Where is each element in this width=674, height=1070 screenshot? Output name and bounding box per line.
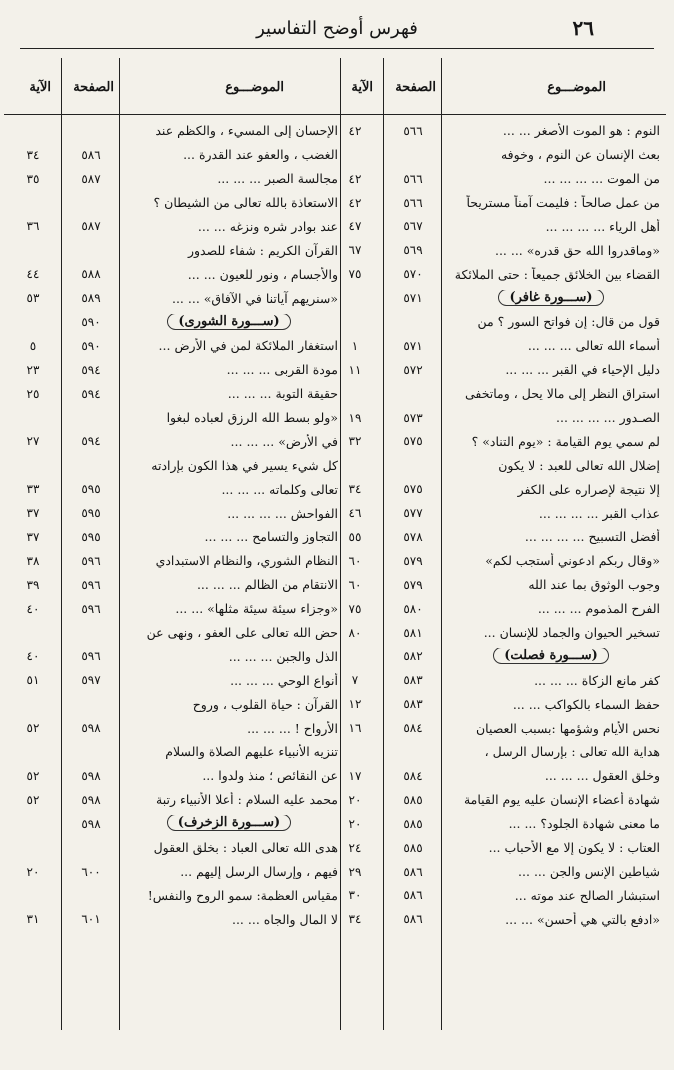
index-row xyxy=(4,211,344,235)
page-ref: ٦٠٠ xyxy=(81,864,101,879)
index-row xyxy=(4,569,344,593)
index-row xyxy=(4,449,344,473)
index-row xyxy=(326,354,666,378)
topic-text: استبشار الصالح عند موته ... xyxy=(514,887,660,903)
topic-text: من عمل صالحاً : فليمت آمناً مستريحاً xyxy=(466,194,660,210)
topic-text: لا المال والجاه ... ... xyxy=(231,911,338,927)
page-heading: الصفحة xyxy=(73,80,114,95)
index-row xyxy=(326,139,666,163)
topic-text: إلا نتيجة لإصراره على الكفر xyxy=(517,481,660,497)
verse-ref: ٥١ xyxy=(26,673,40,688)
index-row xyxy=(4,593,344,617)
index-row xyxy=(326,234,666,258)
surah-heading-row xyxy=(326,641,666,665)
page-ref: ٥٧٩ xyxy=(403,577,423,592)
verse-heading: الآية xyxy=(29,80,51,95)
page-ref: ٦٠١ xyxy=(81,912,101,927)
index-row xyxy=(4,736,344,760)
page-ref: ٥٨٩ xyxy=(81,291,101,306)
index-row xyxy=(4,880,344,904)
topic-text: الغضب ، والعفو عند القدرة ... xyxy=(183,147,338,163)
index-row xyxy=(4,521,344,545)
topic-text: عذاب القبر ... ... ... ... xyxy=(538,505,660,521)
index-row xyxy=(4,115,344,139)
verse-ref: ٢٠ xyxy=(348,816,362,831)
surah-title xyxy=(120,314,344,330)
page-ref: ٥٦٦ xyxy=(403,195,423,210)
verse-ref: ٢٣ xyxy=(26,362,40,377)
page-ref: ٥٧٨ xyxy=(403,530,423,545)
page-ref: ٥٨٦ xyxy=(403,888,423,903)
page-ref: ٥٩٥ xyxy=(81,482,101,497)
index-row xyxy=(326,211,666,235)
page-ref: ٥٩٤ xyxy=(81,362,101,377)
index-row xyxy=(4,617,344,641)
verse-ref: ٥٣ xyxy=(26,291,40,306)
topic-text: «ولو بسط الله الرزق لعباده لبغوا xyxy=(166,409,338,425)
index-row xyxy=(326,760,666,784)
topic-text: عن النقائص ؛ منذ ولدوا ... xyxy=(202,768,338,784)
verse-ref: ٣٣ xyxy=(26,482,40,497)
verse-ref: ٥٢ xyxy=(26,721,40,736)
page-ref: ٥٨٤ xyxy=(403,721,423,736)
topic-text: الإحسان إلى المسيء ، والكظم عند xyxy=(155,123,338,139)
index-row xyxy=(4,234,344,258)
right-index-rows xyxy=(326,115,666,927)
topic-heading: الموضـــوع xyxy=(225,80,284,95)
topic-text: وخلق العقول ... ... ... xyxy=(544,768,660,784)
verse-ref: ٦٠ xyxy=(348,577,362,592)
topic-text: حض الله تعالى على العفو ، ونهى عن xyxy=(146,624,338,640)
topic-text: التجاوز والتسامح ... ... ... xyxy=(204,529,338,545)
index-row xyxy=(326,426,666,450)
topic-text: شهادة أعضاء الإنسان عليه يوم القيامة xyxy=(463,792,660,808)
verse-ref: ٧ xyxy=(351,673,359,688)
index-row xyxy=(326,187,666,211)
index-row xyxy=(326,712,666,736)
verse-heading: الآية xyxy=(351,80,373,95)
topic-text: نحس الأيام وشؤمها :بسبب العصيان xyxy=(475,720,660,736)
index-row xyxy=(326,402,666,426)
page-ref: ٥٨٤ xyxy=(403,768,423,783)
topic-text: النوم : هو الموت الأصغر ... ... xyxy=(502,123,660,139)
surah-title xyxy=(120,815,344,831)
index-row xyxy=(326,593,666,617)
page-ref: ٥٩٤ xyxy=(81,434,101,449)
verse-ref: ٤٢ xyxy=(348,195,362,210)
verse-ref: ٣٩ xyxy=(26,577,40,592)
index-row xyxy=(326,258,666,282)
topic-text: أهل الرياء ... ... ... ... xyxy=(545,218,660,234)
topic-text: الاستعاذة بالله تعالى من الشيطان ؟ xyxy=(153,194,338,210)
verse-ref: ٢٤ xyxy=(348,840,362,855)
page-ref: ٥٦٦ xyxy=(403,171,423,186)
topic-text: استغفار الملائكة لمن في الأرض ... xyxy=(158,338,338,354)
surah-label: (ســـورة غافر) xyxy=(498,290,603,306)
index-row xyxy=(4,473,344,497)
left-index-rows xyxy=(4,115,344,927)
page-ref: ٥٦٦ xyxy=(403,123,423,138)
index-row xyxy=(326,617,666,641)
page-ref: ٥٧٥ xyxy=(403,482,423,497)
index-row xyxy=(326,832,666,856)
index-row xyxy=(326,808,666,832)
topic-text: والأجسام ، ونور للعيون ... ... xyxy=(187,266,338,282)
right-column-header xyxy=(326,58,666,115)
topic-text: وجوب الوثوق بما عند الله xyxy=(528,577,660,593)
topic-text: العتاب : لا يكون إلا مع الأحباب ... xyxy=(488,839,660,855)
index-row xyxy=(4,832,344,856)
topic-text: شياطين الإنس والجن ... ... xyxy=(518,863,660,879)
index-row xyxy=(326,569,666,593)
verse-ref: ٣١ xyxy=(26,912,40,927)
verse-ref: ٣٤ xyxy=(26,147,40,162)
index-row xyxy=(4,497,344,521)
verse-ref: ١٦ xyxy=(348,721,362,736)
index-row xyxy=(326,688,666,712)
verse-ref: ٥ xyxy=(29,338,37,353)
topic-text: كل شيء يسير في هذا الكون بإرادته xyxy=(151,457,338,473)
verse-ref: ١ xyxy=(351,338,359,353)
index-row xyxy=(4,163,344,187)
page-ref: ٥٨٨ xyxy=(81,267,101,282)
right-column xyxy=(326,58,666,1030)
page-ref: ٥٩٧ xyxy=(81,673,101,688)
verse-ref: ٤٢ xyxy=(348,123,362,138)
index-row xyxy=(4,688,344,712)
verse-ref: ٢٩ xyxy=(348,864,362,879)
page-ref: ٥٩٦ xyxy=(81,649,101,664)
header-rule xyxy=(20,48,654,49)
verse-ref: ١٢ xyxy=(348,697,362,712)
topic-text: أسماء الله تعالى ... ... ... xyxy=(527,338,660,354)
index-row xyxy=(326,378,666,402)
topic-text: «سنريهم آياتنا في الآفاق» ... ... xyxy=(171,290,338,306)
topic-text: بعث الإنسان عن النوم ، وخوفه xyxy=(500,147,660,163)
verse-ref: ٣٢ xyxy=(348,434,362,449)
page-ref: ٥٩٦ xyxy=(81,577,101,592)
topic-text: الفواحش ... ... ... ... xyxy=(227,505,338,521)
index-row xyxy=(326,521,666,545)
page-ref: ٥٩٤ xyxy=(81,386,101,401)
topic-text: الذل والجبن ... ... ... xyxy=(228,648,338,664)
index-row xyxy=(4,139,344,163)
topic-text: «وماقدروا الله حق قدره» ... ... xyxy=(494,242,660,258)
page-ref: ٥٩٠ xyxy=(81,338,101,353)
verse-ref: ٤٧ xyxy=(348,219,362,234)
page-ref: ٥٧٥ xyxy=(403,434,423,449)
index-row xyxy=(4,402,344,426)
verse-ref: ٦٧ xyxy=(348,243,362,258)
index-row xyxy=(326,449,666,473)
index-row xyxy=(326,664,666,688)
topic-text: تسخير الحيوان والجماد للإنسان ... xyxy=(483,624,660,640)
page-ref: ٥٨١ xyxy=(403,625,423,640)
surah-label: (ســـورة الشورى) xyxy=(167,314,290,330)
index-row xyxy=(4,258,344,282)
verse-ref: ٣٤ xyxy=(348,912,362,927)
surah-heading-row xyxy=(4,306,344,330)
index-row xyxy=(326,856,666,880)
verse-ref: ١٩ xyxy=(348,410,362,425)
topic-text: في الأرض» ... ... ... xyxy=(230,433,338,449)
topic-text: «ادفع بالتي هي أحسن» ... ... xyxy=(505,911,660,927)
topic-text: دليل الإحياء في القبر ... ... ... xyxy=(505,362,660,378)
index-row xyxy=(4,784,344,808)
page-ref: ٥٩٨ xyxy=(81,768,101,783)
verse-ref: ٣٧ xyxy=(26,530,40,545)
page-ref: ٥٧٣ xyxy=(403,410,423,425)
topic-text: فيهم ، وإرسال الرسل إليهم ... xyxy=(180,863,338,879)
verse-ref: ٤٦ xyxy=(348,506,362,521)
page-ref: ٥٨٥ xyxy=(403,792,423,807)
page-ref: ٥٩٥ xyxy=(81,530,101,545)
index-row xyxy=(4,282,344,306)
topic-text: القرآن : حياة القلوب ، وروح xyxy=(192,696,338,712)
page-header xyxy=(20,12,654,48)
index-row xyxy=(326,330,666,354)
index-row xyxy=(4,545,344,569)
index-row xyxy=(4,330,344,354)
topic-text: الفرح المذموم ... ... ... xyxy=(537,601,660,617)
verse-ref: ٥٢ xyxy=(26,792,40,807)
topic-text: إضلال الله تعالى للعبد : لا يكون xyxy=(498,457,660,473)
verse-ref: ٤٤ xyxy=(26,267,40,282)
topic-text: القرآن الكريم : شفاء للصدور xyxy=(187,242,338,258)
verse-ref: ٣٨ xyxy=(26,553,40,568)
topic-text: حفظ السماء بالكواكب ... ... xyxy=(512,696,660,712)
verse-ref: ٣٥ xyxy=(26,171,40,186)
page-ref: ٥٨٧ xyxy=(81,219,101,234)
page-ref: ٥٦٧ xyxy=(403,219,423,234)
verse-ref: ٦٠ xyxy=(348,553,362,568)
topic-text: ما معنى شهادة الجلود؟ ... ... xyxy=(508,816,660,832)
verse-ref: ٧٥ xyxy=(348,267,362,282)
verse-ref: ٨٠ xyxy=(348,625,362,640)
topic-text: تنزيه الأنبياء عليهم الصلاة والسلام xyxy=(165,744,338,760)
page-ref: ٥٩٦ xyxy=(81,553,101,568)
index-row xyxy=(326,736,666,760)
index-row xyxy=(4,760,344,784)
index-row xyxy=(326,497,666,521)
page-ref: ٥٨٦ xyxy=(403,912,423,927)
surah-heading-row xyxy=(326,282,666,306)
page-ref: ٥٩٨ xyxy=(81,721,101,736)
surah-label: (ســـورة فصلت) xyxy=(493,648,609,664)
verse-ref: ٧٥ xyxy=(348,601,362,616)
page-heading: الصفحة xyxy=(395,80,436,95)
topic-text: هداية الله تعالى : بإرسال الرسل ، xyxy=(484,744,660,760)
verse-ref: ٤٠ xyxy=(26,601,40,616)
topic-text: مجالسة الصبر ... ... ... xyxy=(217,171,338,187)
page-ref: ٥٩٦ xyxy=(81,601,101,616)
topic-text: مقياس العظمة: سمو الروح والنفس! xyxy=(147,887,338,903)
page-ref: ٥٨٦ xyxy=(81,147,101,162)
topic-text: حقيقة التوبة ... ... ... xyxy=(227,386,338,402)
page-ref: ٥٧٧ xyxy=(403,506,423,521)
surah-heading-row xyxy=(4,808,344,832)
verse-ref: ٢٥ xyxy=(26,386,40,401)
verse-ref: ٢٠ xyxy=(26,864,40,879)
topic-text: «وجزاء سيئة سيئة مثلها» ... ... xyxy=(175,601,338,617)
verse-ref: ١٧ xyxy=(348,768,362,783)
index-row xyxy=(4,712,344,736)
topic-text: الأرواح ! ... ... ... xyxy=(247,720,338,736)
page-ref: ٥٨٦ xyxy=(403,864,423,879)
index-row xyxy=(4,903,344,927)
index-row xyxy=(326,163,666,187)
page-ref: ٥٨٥ xyxy=(403,816,423,831)
topic-text: قول من قال: إن فواتح السور ؟ من xyxy=(477,314,660,330)
topic-text: هدى الله تعالى العباد : بخلق العقول xyxy=(153,839,338,855)
topic-text: مودة القربى ... ... ... xyxy=(226,362,338,378)
page-ref: ٥٨٣ xyxy=(403,697,423,712)
verse-ref: ٣٧ xyxy=(26,506,40,521)
topic-text: لم سمي يوم القيامة : «يوم التناد» ؟ xyxy=(471,433,660,449)
verse-ref: ٥٢ xyxy=(26,768,40,783)
index-row xyxy=(4,664,344,688)
surah-title xyxy=(442,290,666,306)
page-ref: ٥٩٨ xyxy=(81,816,101,831)
verse-ref: ٤٢ xyxy=(348,171,362,186)
topic-text: تعالى وكلماته ... ... ... xyxy=(221,481,338,497)
page-title: فهرس أوضح التفاسير xyxy=(256,18,418,39)
verse-ref: ١١ xyxy=(348,362,362,377)
index-row xyxy=(326,784,666,808)
left-column-header xyxy=(4,58,344,115)
page-ref: ٥٨٠ xyxy=(403,601,423,616)
verse-ref: ٢٧ xyxy=(26,434,40,449)
topic-text: استراق النظر إلى مالا يحل ، وماتخفى xyxy=(464,386,660,402)
topic-text: عند بوادر شره ونزغه ... ... xyxy=(197,218,338,234)
verse-ref: ٥٥ xyxy=(348,530,362,545)
verse-ref: ٢٠ xyxy=(348,792,362,807)
topic-text: النظام الشوري، والنظام الاستبدادي xyxy=(155,553,338,569)
index-row xyxy=(326,473,666,497)
page-ref: ٥٧١ xyxy=(403,338,423,353)
page-ref: ٥٨٥ xyxy=(403,840,423,855)
topic-text: كفر مانع الزكاة ... ... ... xyxy=(534,672,660,688)
verse-ref: ٤٠ xyxy=(26,649,40,664)
topic-text: من الموت ... ... ... ... xyxy=(543,171,660,187)
index-row xyxy=(4,354,344,378)
surah-title xyxy=(442,648,666,664)
page-ref: ٥٧٢ xyxy=(403,362,423,377)
page-number: ٢٦ xyxy=(572,16,594,40)
index-row xyxy=(4,426,344,450)
topic-text: الانتقام من الظالم ... ... ... xyxy=(196,577,338,593)
page-ref: ٥٩٥ xyxy=(81,506,101,521)
index-row xyxy=(4,187,344,211)
topic-text: القضاء بين الخلائق جميعاً : حتى الملائكة xyxy=(454,266,660,282)
page-ref: ٥٦٩ xyxy=(403,243,423,258)
index-row xyxy=(4,641,344,665)
page-ref: ٥٨٢ xyxy=(403,649,423,664)
index-row xyxy=(4,856,344,880)
topic-heading: الموضـــوع xyxy=(547,80,606,95)
page-ref: ٥٧١ xyxy=(403,291,423,306)
topic-text: محمد عليه السلام : أعلا الأنبياء رتبة xyxy=(156,792,338,808)
page-ref: ٥٨٣ xyxy=(403,673,423,688)
page-ref: ٥٨٧ xyxy=(81,171,101,186)
index-row xyxy=(326,903,666,927)
topic-text: الصـدور ... ... ... ... xyxy=(556,409,660,425)
topic-text: أفضل التسبيح ... ... ... ... xyxy=(524,529,660,545)
verse-ref: ٣٤ xyxy=(348,482,362,497)
page-ref: ٥٧٠ xyxy=(403,267,423,282)
topic-text: أنواع الوحي ... ... ... xyxy=(230,672,338,688)
topic-text: «وقال ربكم ادعوني أستجب لكم» xyxy=(485,553,660,569)
page-ref: ٥٩٨ xyxy=(81,792,101,807)
index-row xyxy=(4,378,344,402)
index-row xyxy=(326,306,666,330)
verse-ref: ٣٦ xyxy=(26,219,40,234)
surah-label: (ســـورة الزخرف) xyxy=(167,815,291,831)
left-column xyxy=(4,58,344,1030)
index-row xyxy=(326,545,666,569)
page-ref: ٥٩٠ xyxy=(81,315,101,330)
verse-ref: ٣٠ xyxy=(348,888,362,903)
index-row xyxy=(326,115,666,139)
page-ref: ٥٧٩ xyxy=(403,553,423,568)
index-row xyxy=(326,880,666,904)
